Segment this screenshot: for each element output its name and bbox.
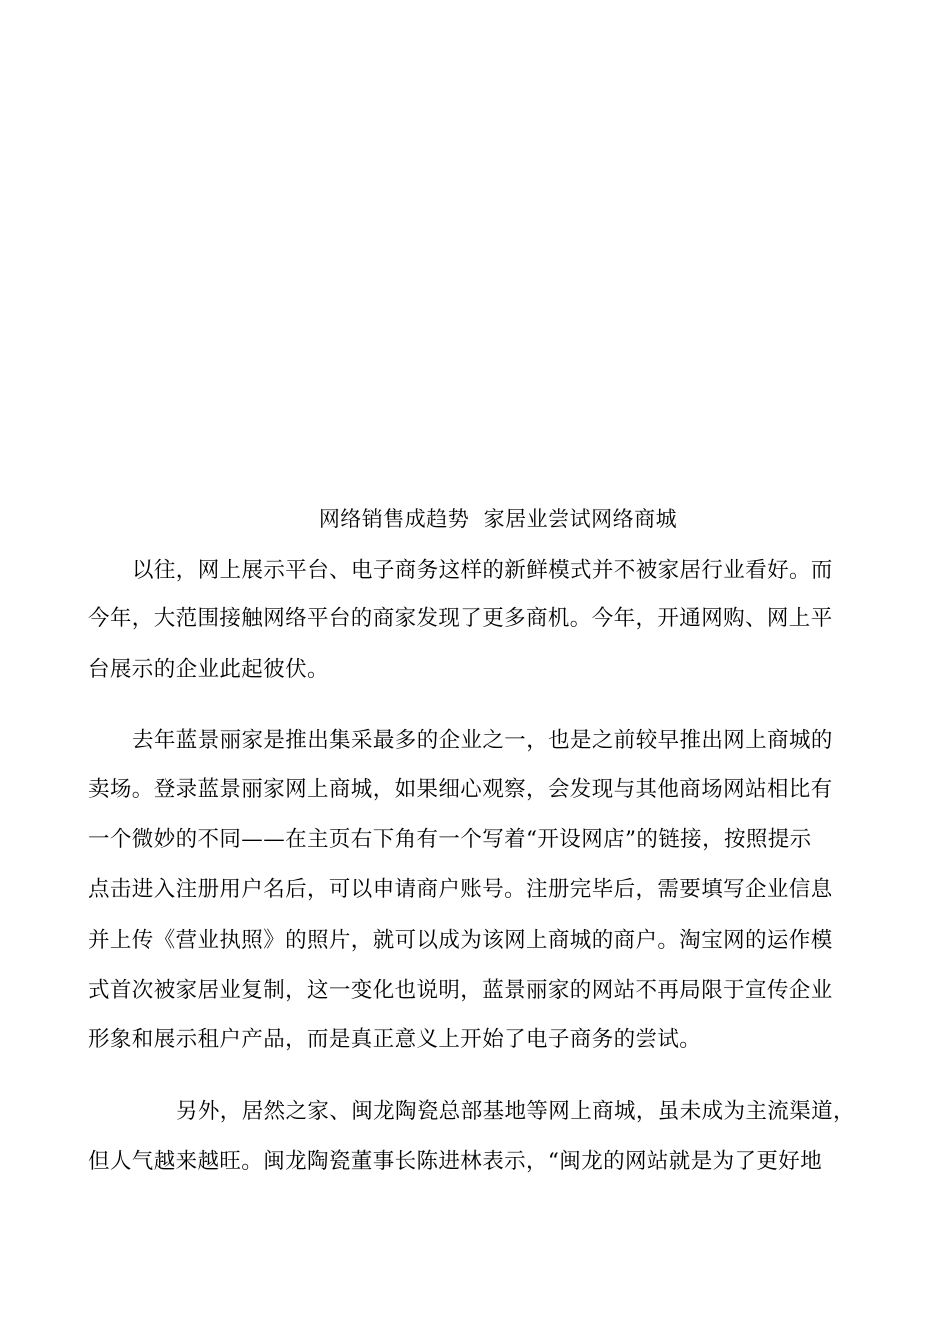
paragraph-2-line-6: 式首次被家居业复制，这一变化也说明，蓝景丽家的网站不再局限于宣传企业	[88, 978, 833, 1003]
paragraph-1-line-2: 今年，大范围接触网络平台的商家发现了更多商机。今年，开通网购、网上平	[88, 606, 833, 631]
paragraph-3-line-2: 但人气越来越旺。闽龙陶瓷董事长陈进林表示，“闽龙的网站就是为了更好地	[88, 1149, 823, 1174]
paragraph-2-line-1: 去年蓝景丽家是推出集采最多的企业之一，也是之前较早推出网上商城的	[132, 728, 833, 753]
paragraph-3-line-1: 另外，居然之家、闽龙陶瓷总部基地等网上商城，虽未成为主流渠道，	[176, 1099, 855, 1124]
paragraph-1-line-3: 台展示的企业此起彼伏。	[88, 657, 329, 682]
paragraph-2-line-4: 点击进入注册用户名后，可以申请商户账号。注册完毕后，需要填写企业信息	[88, 877, 833, 902]
article-title: 网络销售成趋势 家居业尝试网络商城	[318, 507, 678, 531]
paragraph-2-line-7: 形象和展示租户产品，而是真正意义上开始了电子商务的尝试。	[88, 1027, 702, 1052]
paragraph-2-line-5: 并上传《营业执照》的照片，就可以成为该网上商城的商户。淘宝网的运作模	[88, 928, 833, 953]
paragraph-2-line-3: 一个微妙的不同——在主页右下角有一个写着“开设网店”的链接，按照提示	[88, 827, 812, 852]
paragraph-2-line-2: 卖场。登录蓝景丽家网上商城，如果细心观察，会发现与其他商场网站相比有	[88, 777, 833, 802]
paragraph-1-line-1: 以往，网上展示平台、电子商务这样的新鲜模式并不被家居行业看好。而	[132, 558, 833, 583]
